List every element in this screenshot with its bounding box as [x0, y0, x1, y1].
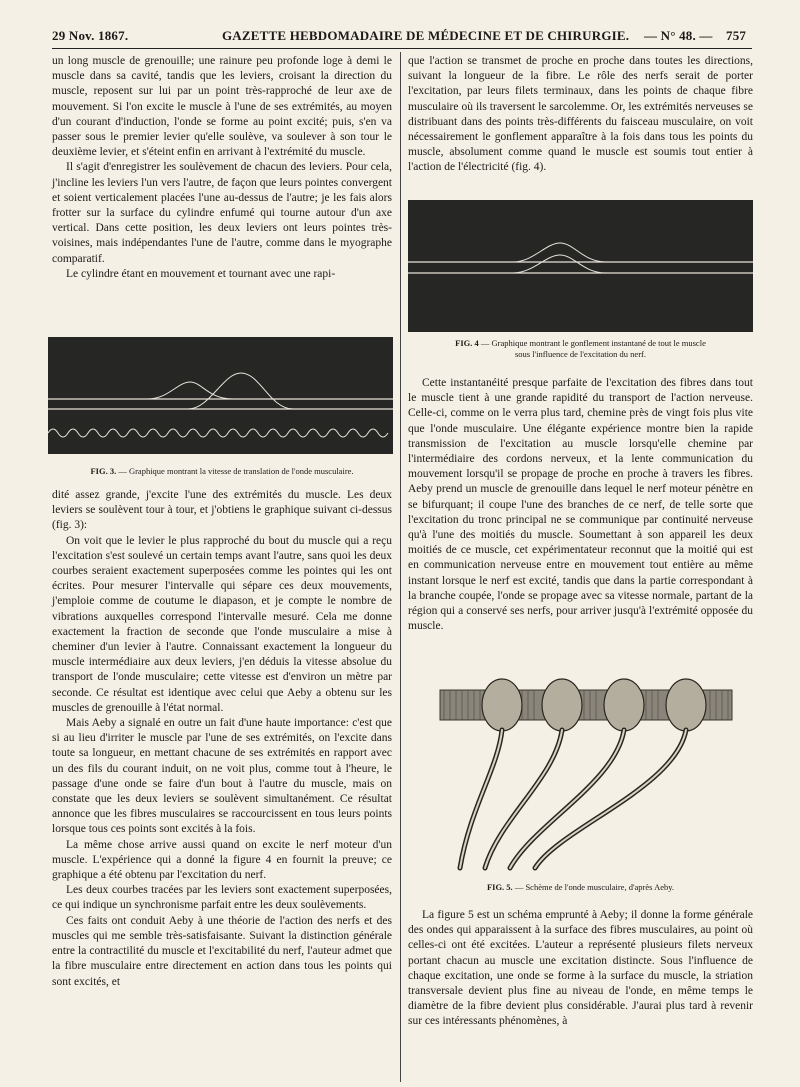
fig5-wave-3 — [604, 679, 644, 731]
right-column-middle — [408, 376, 753, 634]
fig5-label: FIG. 5. — [486, 882, 513, 892]
right-paragraph-1: que l'action se transmet de proche en proche dans toutes les directions, suivant la longueur de la fibre. Le rôle des nerfs serait de porter l'excitation, par leurs filets terminaux, dans les points de chaque fibre musculaire où ils traversent le sarcolemme. Or, les extrémités nerveuses se distribuant dans des points très-différents du faisceau musculaire, on voit nécessairement le gonflement apparaître à la fois dans tous les points du muscle, absolument comme quand le muscle est soumis tout entier à l'action de l'électricité (fig. 4). — [408, 55, 753, 174]
left-paragraph-6: Mais Aeby a signalé en outre un fait d'une haute importance: c'est que si au lieu d'irriter le muscle par l'une de ses extrémités, on l'excite dans toute sa longueur, en mettant chacune de ses extrémités en rapport avec un des fils du courant induit, on ne voit plus, comme tout à l'heure, le passage d'une onde se faire d'un bout à l'autre du muscle, mais on constate que les deux leviers se soulèvent simultanément. Ce résultat annonce que les fibres musculaires se raccourcissent en tous leurs points lorsque tous ces points sont excités à la fois. — [52, 717, 392, 836]
figure-3-graph — [48, 337, 393, 454]
left-paragraph-2: Il s'agit d'enregistrer les soulèvement de chacun des leviers. Pour cela, j'incline les leviers l'un vers l'autre, de façon que leurs pointes convergent et soient verticalement placées l'une au-dessus de l'autre; je les fais alors frotter sur la surface du cylindre enfumé qui tourne autour d'un axe vertical. Dans cette position, les deux leviers ont leurs pointes très-voisines, mais indépendantes l'une de l'autre, comme dans le myographe comparatif. — [52, 161, 392, 265]
right-column-top — [408, 54, 753, 176]
fig3-caption-text: — Graphique montrant la vitesse de translation de l'onde musculaire. — [118, 466, 354, 476]
column-divider — [400, 52, 401, 1082]
fig4-caption-line1: — Graphique montrant le gonflement instantané de tout le muscle — [480, 338, 706, 348]
left-column-bottom — [52, 488, 392, 990]
fig4-label: FIG. 4 — [455, 338, 479, 348]
left-paragraph-3: Le cylindre étant en mouvement et tournant avec une rapi- — [66, 267, 336, 280]
header-date: 29 Nov. 1867. — [52, 28, 129, 43]
left-paragraph-7: La même chose arrive aussi quand on excite le nerf moteur d'un muscle. L'expérience qui a donné la figure 4 en fournit la preuve; ce graphique a été obtenu par l'excitation du nerf. — [52, 838, 392, 882]
figure-5-caption — [408, 882, 753, 893]
fig4-smoked-background — [408, 200, 753, 332]
left-paragraph-5: On voit que le levier le plus rapproché du bout du muscle qui a reçu l'excitation s'est soulevé un certain temps avant l'autre, sans quoi les deux courbes seraient exactement superposées comme les pointes qui les ont écrites. Pour mesurer l'intervalle qui sépare ces deux mouvements, j'emploie comme de coutume le diapason, et je compte le nombre de vibrations auxquelles correspond l'intervalle mesuré. Cela me donne exactement la fraction de seconde que l'onde musculaire a mise à cheminer d'un levier à l'autre. Connaissant exactement la longueur du muscle intermédiaire aux deux leviers, j'en déduis la vitesse absolue du transport de l'onde musculaire; cette vitesse est d'environ un mètre par seconde. Ce résultat est identique avec celui que Aeby a obtenu sur les muscles de grenouille à l'état normal. — [52, 534, 392, 714]
left-column-top — [52, 54, 392, 282]
fig5-wave-4 — [666, 679, 706, 731]
right-column-bottom — [408, 908, 753, 1030]
fig3-label: FIG. 3. — [90, 466, 117, 476]
fig5-wave-2 — [542, 679, 582, 731]
fig5-caption-text: — Schème de l'onde musculaire, d'après Aeby. — [514, 882, 675, 892]
header-page: 757 — [726, 28, 747, 43]
figure-3-caption — [52, 466, 392, 477]
figure-5-schema — [430, 668, 740, 873]
left-paragraph-9: Ces faits ont conduit Aeby à une théorie de l'action des nerfs et des muscles qui me semble très-satisfaisante. Suivant la distinction générale entre la contractilité du muscle et l'excitabilité du nerf, l'auteur admet que la fibre musculaire entre directement en action dans tous les points qui sont excités, et — [52, 914, 392, 988]
header-title: GAZETTE HEBDOMADAIRE DE MÉDECINE ET DE CHIRURGIE. — [222, 28, 630, 43]
left-paragraph-1: un long muscle de grenouille; une rainure peu profonde loge à demi le muscle dans sa cavité, tandis que les leviers, croisant la direction du muscle, reposent sur lui par un point très-rapproché de leur axe de mouvement. Si l'on excite le muscle à l'une de ses extrémités, au moyen d'un courant d'induction, l'onde se forme au point excité; puis, s'en va passer sous le premier levier qu'elle soulève, va soulever à son tour le deuxième levier, et s'éteint enfin en arrivant à l'extrémité du muscle. — [52, 55, 392, 159]
figure-4-graph — [408, 200, 753, 332]
running-header — [52, 28, 752, 46]
right-paragraph-3: La figure 5 est un schéma emprunté à Aeby; il donne la forme générale des ondes qui apparaissent à la surface des fibres musculaires, au point où celles-ci ont été excitées. L'auteur a représenté plusieurs filets nerveux portant chacun au muscle une excitation distincte. Sous l'influence de chaque excitation, une onde se forme à la surface du muscle, la striation transversale devient plus fine au niveau de l'onde, en même temps le diamètre de la fibre devient plus considérable. J'aurai plus tard à revenir sur ces intéressants phénomènes, à — [408, 909, 753, 1028]
figure-4-caption — [408, 338, 753, 360]
header-rule — [52, 48, 752, 49]
left-paragraph-8: Les deux courbes tracées par les leviers sont exactement superposées, ce qui indique un synchronisme parfait entre les deux soulèvements. — [52, 884, 392, 912]
fig4-caption-line2: sous l'influence de l'excitation du nerf. — [515, 349, 646, 359]
left-paragraph-4: dité assez grande, j'excite l'une des extrémités du muscle. Les deux leviers se soulèvent tour à tour, et j'obtiens le graphique suivant ci-dessus (fig. 3): — [52, 489, 392, 532]
header-number: — N° 48. — — [644, 28, 713, 43]
fig5-wave-1 — [482, 679, 522, 731]
right-paragraph-2: Cette instantanéité presque parfaite de l'excitation des fibres dans tout le muscle tient à une grande rapidité du transport de l'action nerveuse. Celle-ci, comme on le verra plus tard, chemine près de vingt fois plus vite que l'onde musculaire. Une élégante expérience montre bien la rapide transmission de l'excitation au muscle lorsqu'elle chemine par l'intermédiaire des cordons nerveux, et la lente communication du mouvement lorsqu'il se propage de proche en proche à travers les fibres. Aeby prend un muscle de grenouille dans lequel le nerf moteur pénètre en se bifurquant; il coupe l'une des branches de ce nerf, de telle sorte que l'excitation du tronc principal ne se communique par continuité nerveuse qu'à l'une des moitiés du muscle. Soumettant à son appareil les deux moitiés de ce muscle, cet expérimentateur reconnut que la moitié qui est en communication nerveuse entre en mouvement tout entière au même instant lorsque le nerf est excité, tandis que dans la partie correspondant à la branche coupée, l'onde se propage avec sa vitesse normale, partant de la région qui a conservé ses nerfs, pour arriver jusqu'à l'extrémité opposée du muscle. — [408, 377, 753, 633]
